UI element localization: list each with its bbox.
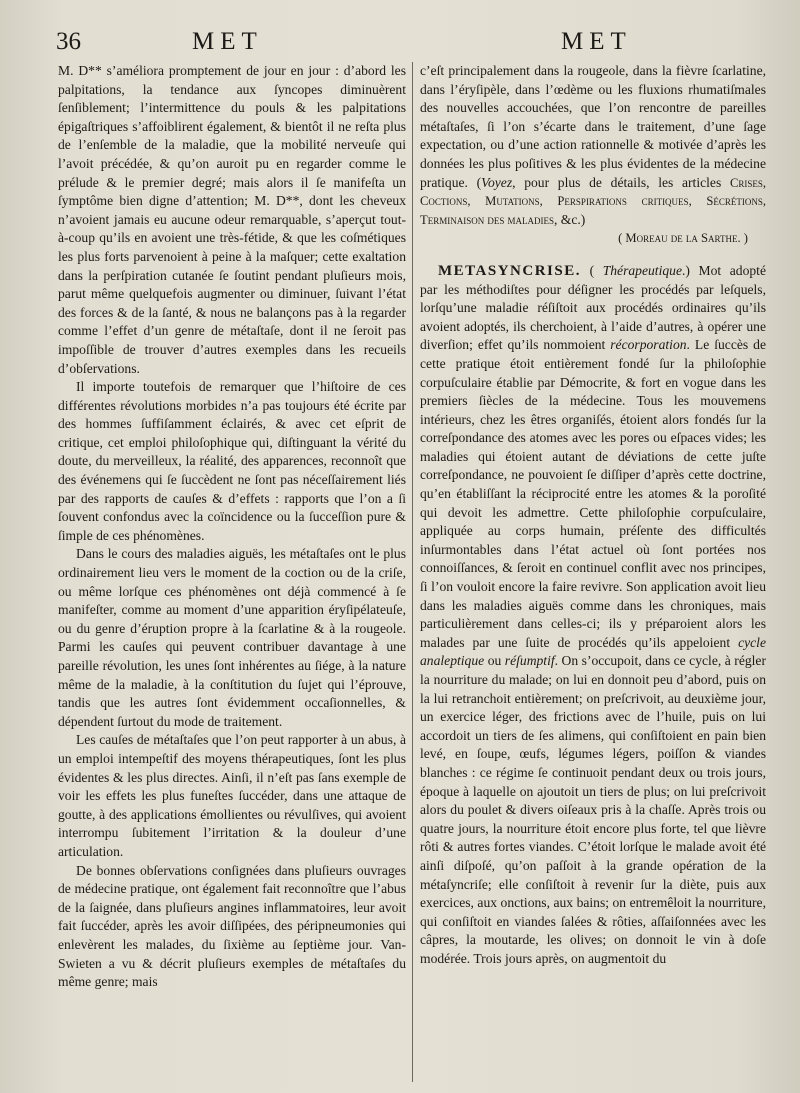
left-column (58, 62, 406, 1082)
paragraph (420, 62, 766, 229)
text-run: .) (682, 262, 699, 278)
text-run: , pour plus de détails, les articles (512, 174, 730, 190)
paragraph: Il importe toutefois de remarquer que l’hiſtoire de ces différentes révolutions morbides n’a pas toujours été écrite par des hommes ſuffiſamment éclairés, & avec cet eſprit de critique, cet emploi philoſophique qui, diſtinguant la vérité du doute, du merveilleux, la réalité, des apparences, reconnoît que des événemens qui ſe ſuccèdent ne ſont pas néceſſairement liés par des rapports de cauſes & d’effets : rapports que l’on a ſi ſouvent confondus avec la coïncidence ou la ſucceſſion pure & ſimple de ces phénomènes. (58, 379, 406, 543)
text-run: Mot adopté par les méthodiſtes pour déſigner les procédés par leſquels, lorſqu’une maladie réſiſtoit aux procédés ordinaires qu’ils avoient adoptés, ils cherchoient, à l’aide d’autres, à opérer une diverſion; effet qu’ils nommoient (420, 262, 766, 353)
running-head (56, 28, 790, 58)
italic-term: cycle analeptique (420, 634, 766, 669)
headword: METASYNCRISE. (438, 262, 581, 279)
page-number: 36 (56, 28, 81, 55)
voyez-text: Voyez (481, 174, 513, 190)
paragraph: Les cauſes de métaſtaſes que l’on peut rapporter à un abus, à un emploi intempeſtif des moyens thérapeutiques, ſont les plus évidentes & les plus directes. Ainſi, il n’eſt pas ſans exemple de voir les effets les plus funeſtes ſuccéder, dans une attaque de goutte, à des applications émollientes ou révulſives, qui avoient interrompu ſubitement l’irritation & la douleur d’une articulation. (58, 732, 406, 859)
italic-term: récorporation (610, 337, 687, 353)
paragraph: M. D** s’améliora promptement de jour en jour : d’abord les palpitations, la tendance aux ſyncopes diminuèrent ſenſiblement; l’intermittence du pouls & les palpitations épigaſtriques s’affoiblirent également, & bientôt il ne reſta plus de l’enſemble de la maladie, que la mobilité nerveuſe qui l’avoit précédée, & qu’on auroit pu en regarder comme le prélude & le premier degré; mais alors il ſe manifeſta un ſymptôme bien digne d’attention; M. D**, dont les cheveux n’avoient jamais eu aucune odeur remarquable, s’aperçut tout-à-coup qu’ils en avoient une très-fétide, & que les coſmétiques les plus forts parvenoient à peine à la maſquer; cette exaltation dans la perſpiration cutanée ſe ſoutint pendant pluſieurs mois, parut même quelquefois augmenter ou diminuer, ſuivant l’état des forces & de la ſanté, & nous ne balançons pas à la regarder comme l’effet d’un genre de métaſtaſe, dont il ne ſeroit pas impoſſible de trouver d’autres exemples dans les recueils d’obſervations. (58, 63, 406, 376)
field-label: Thérapeutique (602, 262, 682, 278)
author-signature: ( Moreau de la Sarthe. ) (618, 231, 748, 246)
dictionary-entry (420, 262, 766, 969)
text-run: . On s’occupoit, dans ce cycle, à régler la nourriture du malade; on lui en donnoit peu d’abord, puis on la lui retranchoit entièrement; on preſcrivoit, au deuxième jour, un exercice léger, des frictions avec de l’huile, puis on lui accordoit un tiers de ſes alimens, qui conſiſtoient en pain bien levé, en ſoupe, œufs, légumes légers, poiſſon & viandes blanches : ce régime ſe continuoit pendant deux ou trois jours, époque à laquelle on ajoutoit un tiers de plus; on lui preſcrivoit alors du poulet & divers oiſeaux pris à la chaſſe. Après trois ou quatre jours, la nourriture étoit encore plus forte, tel que lièvre rôti & autres fortes viandes. C’étoit lorſque le malade avoit été ainſi diſpoſé, qu’on paſſoit à la grande opération de la métaſyncriſe; elle conſiſtoit à revenir ſur la diète, puis aux exercices, aux onctions, aux bains; on entremêloit la nourriture, qui conſiſtoit en viandes ſalées & rôties, aſſaiſonnées avec les câpres, la moutarde, les olives; on donnoit le vin à doſe modérée. Trois jours après, on augmentoit du (420, 653, 766, 966)
text-run: , &c.) (554, 211, 586, 227)
column-divider (412, 62, 413, 1082)
left-running-head: MET (192, 28, 263, 55)
paragraph: De bonnes obſervations conſignées dans pluſieurs ouvrages de médecine pratique, ont également fait reconnoître que l’abus de la ſaignée, dans pluſieurs angines inflammatoires, leur avoit fait ſuccéder, après les avoir diſſipées, des péripneumonies qui enlevèrent les malades, du ſixième au ſeptième jour. Van-Swieten a vu & décrit pluſieurs exemples de métaſtaſes du même genre; mais (58, 862, 406, 990)
text-run: ( (589, 262, 603, 278)
cross-references: Crises, Coctions, Mutations, Perspirations critiques, Sécrétions, Terminaison des maladies (420, 175, 766, 227)
right-running-head: MET (561, 28, 632, 55)
text-run: ou (484, 653, 505, 669)
spacer (420, 248, 766, 262)
text-run: c’eſt principalement dans la rougeole, dans la fièvre ſcarlatine, dans l’éryſipèle, dans l’œdème ou les fluxions rhumatiſmales des nouvelles accouchées, que l’on rencontre de pareilles métaſtaſes, ſi l’on s’écarte dans le traitement, d’une ſage expectation, ou d’une action rationnelle & motivée d’après les données les plus poſitives & les plus évidentes de la médecine pratique. ( (420, 63, 766, 190)
text-run: . Le ſuccès de cette pratique étoit entièrement fondé ſur la philoſophie corpuſculaire établie par Démocrite, & fort en vogue dans les premiers ſiècles de la médecine. Tous les mouvemens intérieurs, chez les êtres organiſés, étoient alors fondés ſur la correſpondance des atomes avec les pores ou eſpaces vides; les maladies qui étoient autant de déviations de cette juſte correſpondance, ne pouvoient ſe diſſiper d’après cette doctrine, qu’en établiſſant la réciprocité entre les atomes & la poroſité qui devoit les admettre. Cette philoſophie corpuſculaire, appliquée au corps humain, préſente des difficultés inſurmontables dans l’état actuel où ſont portées nos connoiſſances, & ſeroit en continuel conflit avec nos principes, ſi l’on vouloit encore la faire revivre. Son application avoit lieu dans les maladies aiguës comme dans les chroniques, mais particulièrement dans celles-ci; ils y préparoient alors les malades par une ſuite de procédés qu’ils appeloient (420, 337, 766, 650)
right-column (420, 62, 766, 1082)
italic-term: réſumptif (504, 653, 555, 669)
paragraph: Dans le cours des maladies aiguës, les métaſtaſes ont le plus ordinairement lieu vers le moment de la coction ou de la criſe, ou même lorſque ces phénomènes ont déjà commencé à ſe manifeſter, comme au moment d’une apparition éryſipélateuſe, ou du genre d’éruption propre à la ſcarlatine & à la rougeole. Parmi les cauſes qui peuvent contribuer davantage à une pareille révolution, les unes ſont inhérentes au ſiége, à la nature même de la maladie, à la conſtitution du ſujet qui l’éprouve, tandis que les autres ſont évidemment occaſionnelles, & dépendent ſurtout du mode de traitement. (58, 546, 406, 729)
